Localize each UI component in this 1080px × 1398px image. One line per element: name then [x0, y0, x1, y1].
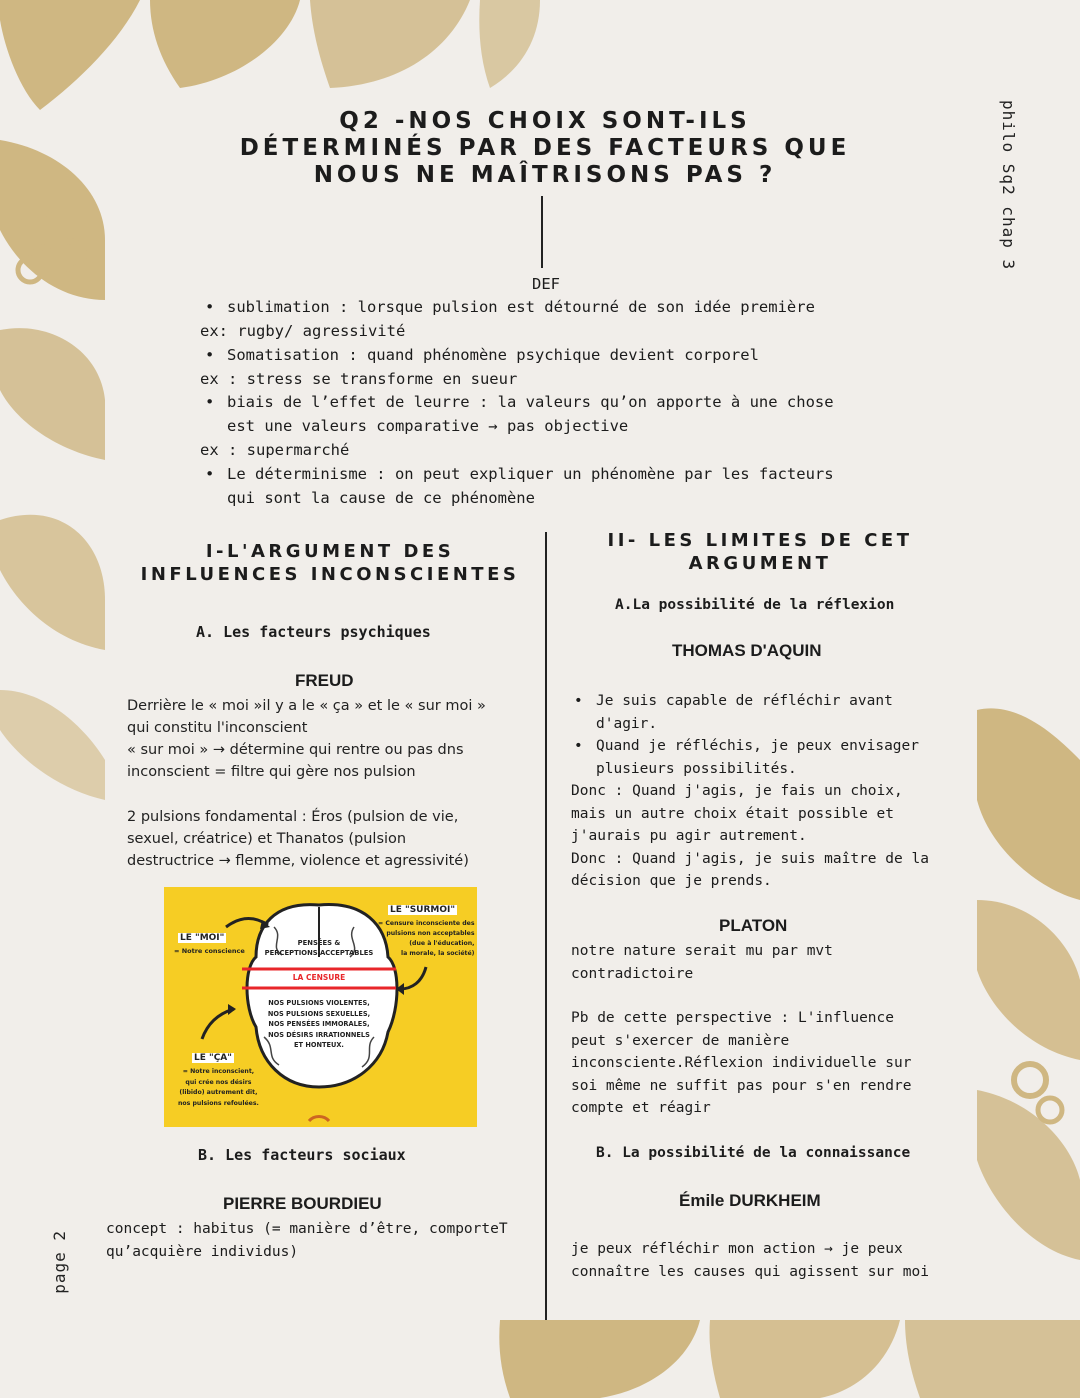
author-durkheim: Émile DURKHEIM — [679, 1191, 821, 1210]
right-sub-b: B. La possibilité de la connaissance — [596, 1145, 911, 1161]
def-label: DEF — [532, 275, 560, 293]
def-line: • Le déterminisme : on peut expliquer un phénomène par les facteurs — [227, 462, 834, 486]
page-label: page 2 — [50, 1230, 69, 1294]
left-sub-a: A. Les facteurs psychiques — [196, 623, 431, 641]
def-line: ex: rugby/ agressivité — [200, 322, 406, 340]
author-aquin: THOMAS D'AQUIN — [672, 641, 822, 660]
def-line: • biais de l’effet de leurre : la valeurs qu’on apporte à une chose — [227, 390, 834, 414]
aquin-bullet-1: • Je suis capable de réfléchir avant d'agir. — [596, 690, 893, 735]
platon-paragraph-2: Pb de cette perspective : L'influence peut s'exercer de manière inconsciente.Réflexion individuelle sur soi même ne suffit pas pour s'en rendre compte et réagir — [571, 1010, 912, 1116]
bourdieu-text: concept : habitus (= manière d’être, comporteT qu’acquière individus) — [106, 1221, 508, 1260]
right-heading: II- LES LIMITES DE CET ARGUMENT — [607, 530, 913, 574]
platon-paragraph-1: notre nature serait mu par mvt contradictoire — [571, 943, 833, 982]
def-line: ex : stress se transforme en sueur — [200, 370, 518, 388]
repressed-drives: NOS PULSIONS VIOLENTES, NOS PULSIONS SEXUELLES, NOS PENSÉES IMMORALES, NOS DÉSIRS IRRATIONNELS ET HONTEUX. — [267, 999, 371, 1049]
connector-line — [541, 196, 543, 268]
author-platon: PLATON — [719, 916, 788, 935]
author-freud: FREUD — [295, 671, 354, 690]
accepted-thoughts: PENSÉES & PERCEPTIONS ACCEPTABLES — [264, 939, 374, 957]
ca-desc: = Notre inconscient, qui crée nos désirs (libido) autrement dit, nos pulsions refoulées. — [178, 1068, 259, 1107]
author-bourdieu: PIERRE BOURDIEU — [223, 1194, 382, 1213]
aquin-bullet-2: • Quand je réfléchis, je peux envisager plusieurs possibilités. — [596, 735, 919, 780]
ca-title: LE "ÇA" — [194, 1053, 232, 1063]
freud-diagram — [164, 887, 477, 1127]
surmoi-desc: = Censure inconsciente des pulsions non acceptables (due à l'éducation, la morale, la société) — [378, 920, 475, 957]
def-line: qui sont la cause de ce phénomène — [227, 489, 535, 507]
right-sub-a: A.La possibilité de la réflexion — [615, 597, 895, 613]
column-divider — [545, 532, 547, 1320]
page-title: Q2 -NOS CHOIX SONT-ILS DÉTERMINÉS PAR DES FACTEURS QUE NOUS NE MAÎTRISONS PAS ? — [239, 108, 851, 188]
freud-paragraph-2: 2 pulsions fondamental : Éros (pulsion de vie, sexuel, créatrice) et Thanatos (pulsion destructrice → flemme, violence et agressivité) — [127, 809, 469, 869]
censure-label: LA CENSURE — [292, 973, 346, 982]
surmoi-title: LE "SURMOI" — [390, 905, 456, 915]
aquin-text: Donc : Quand j'agis, je fais un choix, mais un autre choix était possible et j'aurais pu agir autrement. Donc : Quand j'agis, je suis maître de la décision que je prends. — [571, 783, 929, 889]
def-line: • Somatisation : quand phénomène psychique devient corporel — [227, 343, 759, 367]
left-sub-b: B. Les facteurs sociaux — [198, 1146, 406, 1164]
side-label: philo Sq2 chap 3 — [999, 100, 1018, 271]
moi-desc: = Notre conscience — [174, 947, 245, 955]
freud-paragraph-1: Derrière le « moi »il y a le « ça » et le « sur moi » qui constitu l'inconscient « sur moi » → détermine qui rentre ou pas dns inconscient = filtre qui gère nos pulsion — [127, 698, 486, 780]
def-line: est une valeurs comparative → pas objective — [227, 417, 629, 435]
def-line: • sublimation : lorsque pulsion est détourné de son idée première — [227, 295, 815, 319]
def-line: ex : supermarché — [200, 441, 350, 459]
moi-title: LE "MOI" — [180, 933, 225, 943]
left-heading: I-L'ARGUMENT DES INFLUENCES INCONSCIENTES — [140, 541, 520, 585]
durkheim-text: je peux réfléchir mon action → je peux connaître les causes qui agissent sur moi — [571, 1241, 929, 1280]
